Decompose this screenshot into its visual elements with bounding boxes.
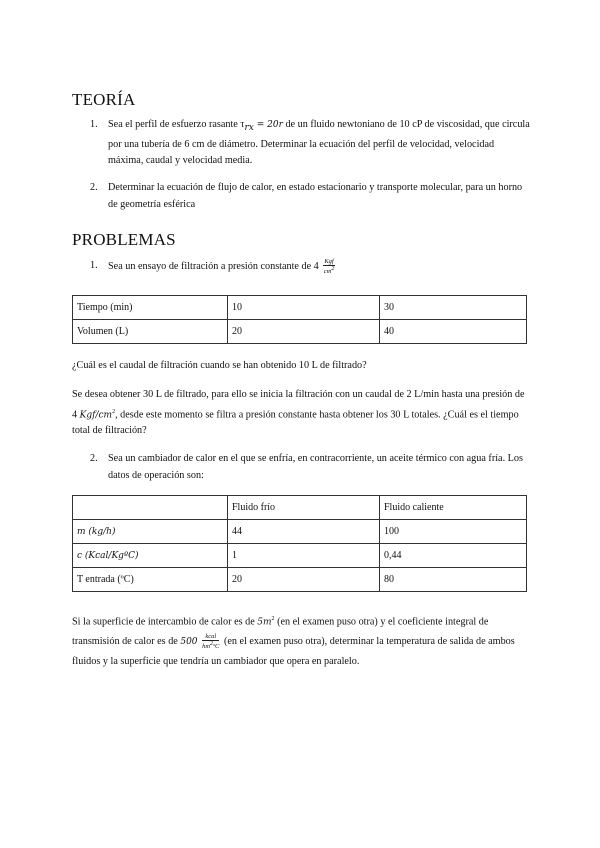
u-value: 500	[180, 637, 198, 648]
table-header-cell	[73, 496, 228, 520]
subscript: rx	[244, 123, 254, 134]
pressure-unit: Kgf/cm	[79, 409, 113, 420]
area-value: 5m	[257, 617, 272, 628]
item-number: 1.	[90, 260, 98, 271]
table-cell: 44	[228, 520, 380, 544]
section-heading-teoria: TEORÍA	[72, 90, 136, 109]
equation: = 20r	[253, 120, 283, 130]
table-cell: 80	[380, 568, 527, 592]
theory-item-2	[90, 180, 530, 214]
theory-item-1	[90, 117, 530, 167]
problem-item-2	[90, 451, 530, 485]
table-cell: c (Kcal/KgºC)	[73, 544, 228, 568]
item-text: Sea un cambiador de calor en el que se enfría, en contracorriente, un aceite térmico con agua fría. Los datos de operación son:	[108, 453, 523, 481]
table-cell: 30	[380, 296, 527, 320]
item-text-post: de un fluido newtoniano de 10 cP de viscosidad, que circula por una tubería de 6 cm de diámetro. Determinar la ecuación del perfil de velocidad, velocidad máxima, caudal y velocidad media.	[108, 119, 530, 167]
final-statement: Si la superficie de intercambio de calor es de $5m^2$ (en el examen puso otra) y el coeficiente integral de transmisión de calor es de 500 $\frac{\text{kcal}}{hm^2ºC}$ (en el examen puso otra), determinar la temperatura de salida de ambos fluidos y la superficie que tendría un cambiador que opera en paralelo.	[72, 616, 515, 668]
problem-item-1	[90, 258, 530, 278]
table-row	[73, 568, 527, 592]
table-cell: T entrada (ºC)	[73, 568, 228, 592]
table-cell: 20	[228, 320, 380, 344]
heat-exchanger-table	[72, 495, 527, 592]
table-row	[73, 544, 527, 568]
item-number: 2.	[90, 453, 98, 464]
table-cell: 1	[228, 544, 380, 568]
table-cell: 20	[228, 568, 380, 592]
question-1: ¿Cuál es el caudal de filtración cuando se han obtenido 10 L de filtrado?	[72, 360, 367, 371]
u-unit-fraction: $\frac{\text{kcal}}{hm^2ºC}$	[202, 633, 220, 651]
filtration-table	[72, 295, 527, 344]
section-heading-problemas: PROBLEMAS	[72, 230, 176, 249]
table-cell: m (kg/h)	[73, 520, 228, 544]
table-cell: 40	[380, 320, 527, 344]
pressure-fraction: $\frac{\text{Kgf}}{cm^2}$	[323, 258, 335, 276]
table-header-row	[73, 496, 527, 520]
table-header-cell: Fluido caliente	[380, 496, 527, 520]
table-cell: 10	[228, 296, 380, 320]
table-row	[73, 296, 527, 320]
question-2: Se desea obtener 30 L de filtrado, para ello se inicia la filtración con un caudal de 2 L/min hasta una presión de 4 Kgf/$cm^2$, desde este momento se filtra a presión constante hasta obtener los 30 L totales. ¿Cuál es el tiempo total de filtración?	[72, 389, 525, 437]
table-cell: Tiempo (min)	[73, 296, 228, 320]
table-row	[73, 320, 527, 344]
table-cell: Volumen (L)	[73, 320, 228, 344]
item-number: 1.	[90, 119, 98, 130]
table-cell: 100	[380, 520, 527, 544]
item-text: Sea un ensayo de filtración a presión constante de 4	[108, 260, 319, 272]
item-text: Determinar la ecuación de flujo de calor, en estado estacionario y transporte molecular, para un horno de geometría esférica	[108, 182, 523, 210]
table-cell: 0,44	[380, 544, 527, 568]
table-row	[73, 520, 527, 544]
item-number: 2.	[90, 182, 98, 193]
item-text-pre: Sea el perfil de esfuerzo rasante τ	[108, 119, 245, 130]
table-header-cell: Fluido frío	[228, 496, 380, 520]
